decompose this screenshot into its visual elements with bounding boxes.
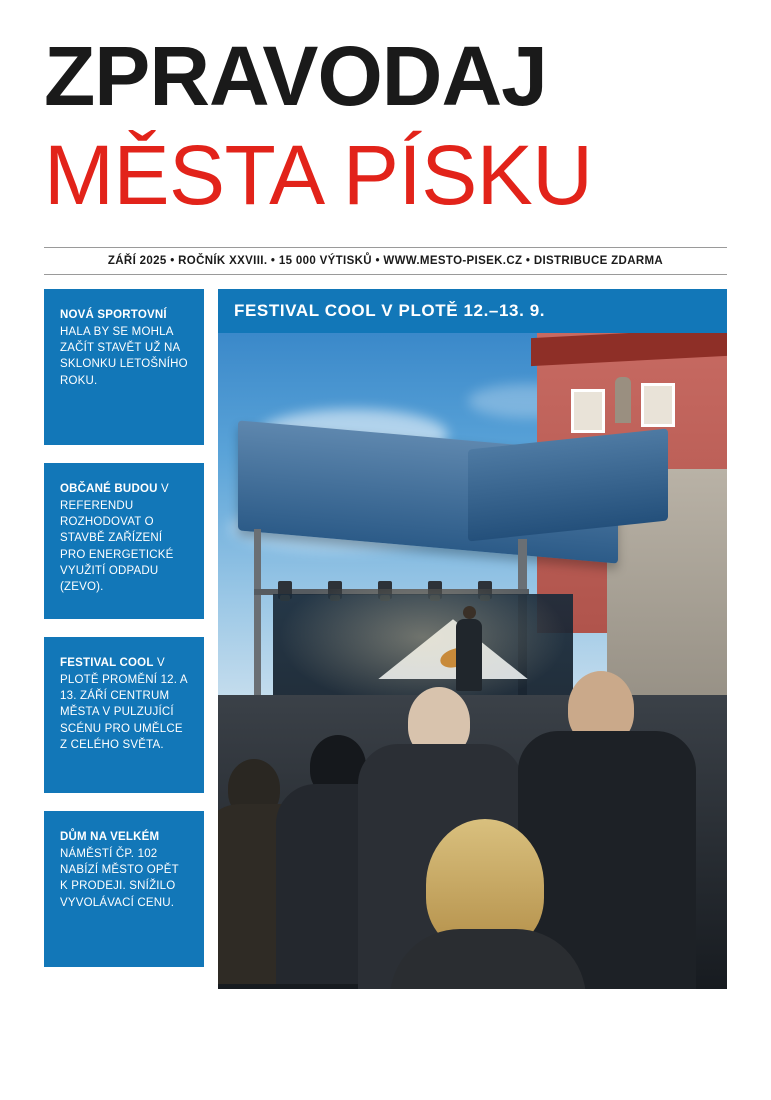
teaser-item-referendum[interactable] [44,463,204,619]
issue-infobar [0,247,771,275]
feature-headline: FESTIVAL COOL V PLOTĚ 12.–13. 9. [218,289,727,333]
photo-performer [456,619,482,691]
festival-photo [218,289,727,989]
teaser-lead: FESTIVAL COOL [60,657,154,670]
teaser-item-sports-hall[interactable] [44,289,204,445]
photo-building-roof [531,328,727,366]
teaser-lead: OBČANÉ BUDOU [60,483,158,496]
publication-title-secondary: MĚSTA PÍSKU [44,128,593,223]
photo-statue [615,377,631,423]
teaser-body: HALA BY SE MOHLA ZAČÍT STAVĚT UŽ NA SKLONKU LETOŠNÍHO ROKU. [60,325,188,387]
publication-title-primary: ZPRAVODAJ [44,29,547,123]
photo-window [641,383,675,427]
issue-info-text: ZÁŘÍ 2025 • ROČNÍK XXVIII. • 15 000 VÝTISKŮ • WWW.MESTO-PISEK.CZ • DISTRIBUCE ZDARMA [107,255,664,268]
teaser-item-festival-cool[interactable] [44,637,204,793]
teaser-body: NÁMĚSTÍ ČP. 102 NABÍZÍ MĚSTO OPĚT K PRODEJI. SNÍŽILO VYVOLÁVACÍ CENU. [60,847,179,909]
teaser-sidebar [44,289,204,989]
teaser-lead: DŮM NA VELKÉM [60,831,160,844]
teaser-lead: NOVÁ SPORTOVNÍ [60,309,167,322]
photo-window [571,389,605,433]
feature-photo-block[interactable] [218,289,727,989]
teaser-body: V REFERENDU ROZHODOVAT O STAVBĚ ZAŘÍZENÍ PRO ENERGETICKÉ VYUŽITÍ ODPADU (ZEVO). [60,483,174,594]
masthead [0,0,771,223]
cover-content [0,275,771,989]
teaser-item-house-sale[interactable] [44,811,204,967]
teaser-body: V PLOTĚ PROMĚNÍ 12. A 13. ZÁŘÍ CENTRUM MĚSTA V PULZUJÍCÍ SCÉNU PRO UMĚLCE Z CELÉHO SVĚTA. [60,657,188,751]
